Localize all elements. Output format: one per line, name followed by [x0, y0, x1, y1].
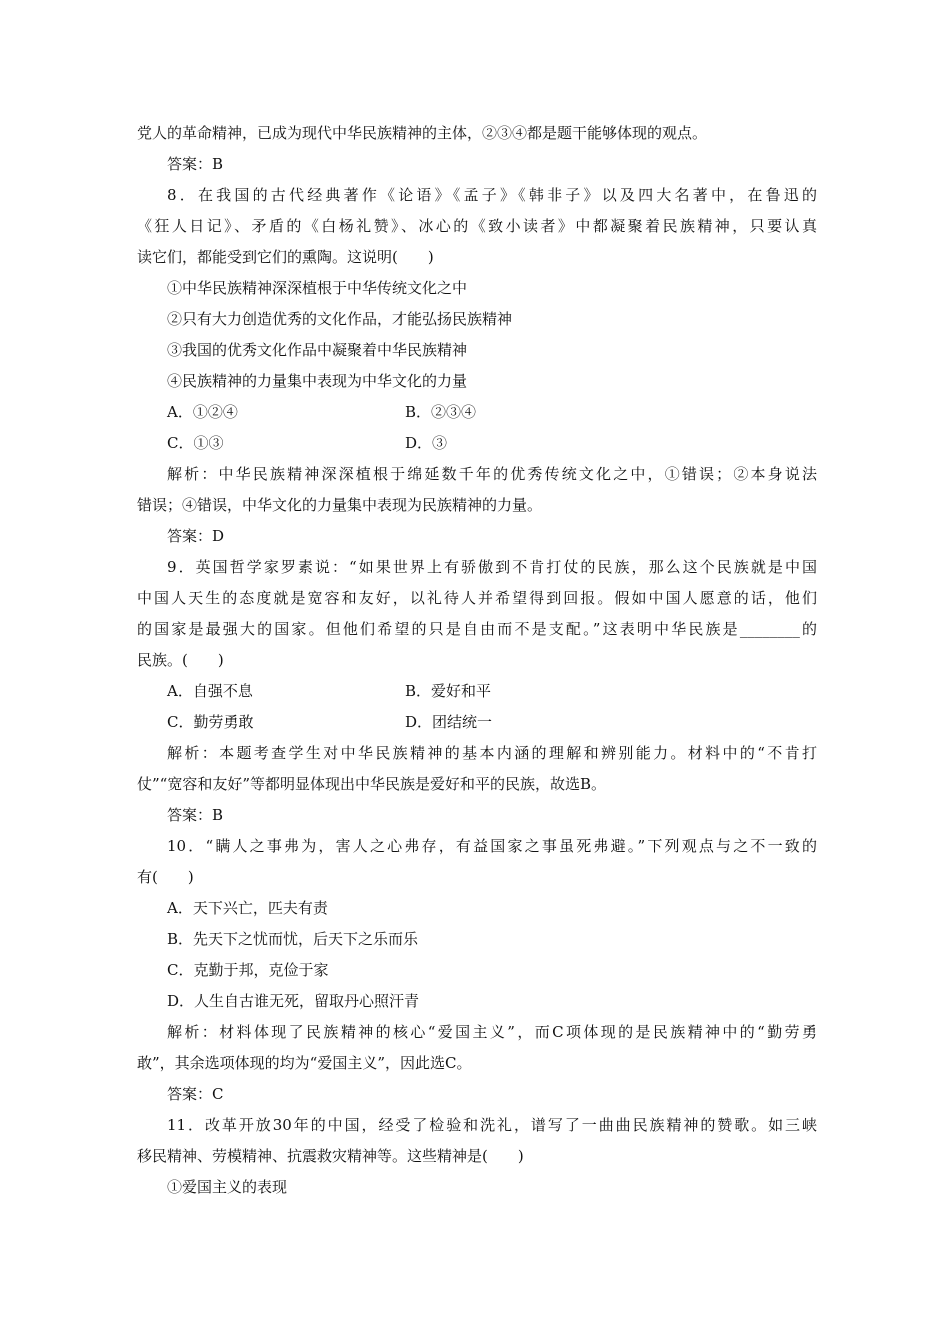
text-line: 答案：D: [167, 527, 225, 545]
option-right: B．②③④: [405, 403, 477, 421]
text-line: 《狂人日记》、矛盾的《白杨礼赞》、冰心的《致小读者》中都凝聚着民族精神，只要认真: [137, 217, 817, 235]
options-row: [137, 707, 817, 738]
option-left: A．自强不息: [167, 682, 253, 700]
text-line: 敢”，其余选项体现的均为“爱国主义”，因此选C。: [137, 1054, 472, 1072]
text-line: C．克勤于邦，克俭于家: [167, 961, 329, 979]
text-line: 11．改革开放30年的中国，经受了检验和洗礼，谱写了一曲曲民族精神的赞歌。如三峡: [167, 1116, 817, 1134]
option-left: C．①③: [167, 434, 224, 452]
text-line: 答案：B: [167, 806, 224, 824]
text-line: 8．在我国的古代经典著作《论语》《孟子》《韩非子》以及四大名著中，在鲁迅的: [167, 186, 817, 204]
text-line: 民族。( ): [137, 651, 224, 669]
option-right: D．③: [405, 434, 448, 452]
text-line: 有( ): [137, 868, 194, 886]
text-line: 解析：中华民族精神深深植根于绵延数千年的优秀传统文化之中，①错误；②本身说法: [167, 465, 817, 483]
text-line: ①爱国主义的表现: [167, 1178, 288, 1196]
options-row: [137, 676, 817, 707]
options-row: [137, 397, 817, 428]
text-line: ④民族精神的力量集中表现为中华文化的力量: [167, 372, 468, 390]
option-left: A．①②④: [167, 403, 238, 421]
text-line: ③我国的优秀文化作品中凝聚着中华民族精神: [167, 341, 468, 359]
options-row: [137, 428, 817, 459]
text-line: 10．“瞒人之事弗为，害人之心弗存，有益国家之事虽死弗避。”下列观点与之不一致的: [167, 837, 817, 855]
option-right: D．团结统一: [405, 713, 493, 731]
option-left: C．勤劳勇敢: [167, 713, 254, 731]
text-line: B．先天下之忧而忧，后天下之乐而乐: [167, 930, 419, 948]
text-line: 答案：B: [167, 155, 224, 173]
text-line: 答案：C: [167, 1085, 224, 1103]
text-line: ①中华民族精神深深植根于中华传统文化之中: [167, 279, 468, 297]
text-line: 的国家是最强大的国家。但他们希望的只是自由而不是支配。”这表明中华民族是________的: [137, 620, 817, 638]
text-line: 中国人天生的态度就是宽容和友好，以礼待人并希望得到回报。假如中国人愿意的话，他们: [137, 589, 817, 607]
text-line: D．人生自古谁无死，留取丹心照汗青: [167, 992, 420, 1010]
text-line: 读它们，都能受到它们的熏陶。这说明( ): [137, 248, 434, 266]
text-line: ②只有大力创造优秀的文化作品，才能弘扬民族精神: [167, 310, 513, 328]
text-line: 移民精神、劳模精神、抗震救灾精神等。这些精神是( ): [137, 1147, 524, 1165]
text-line: 解析：材料体现了民族精神的核心“爱国主义”，而C项体现的是民族精神中的“勤劳勇: [167, 1023, 817, 1041]
text-line: 仗”“宽容和友好”等都明显体现出中华民族是爱好和平的民族，故选B。: [137, 775, 607, 793]
text-line: A．天下兴亡，匹夫有责: [167, 899, 328, 917]
text-line: 错误；④错误，中华文化的力量集中表现为民族精神的力量。: [137, 496, 543, 514]
option-right: B．爱好和平: [405, 682, 492, 700]
document-page: [137, 118, 817, 1203]
text-line: 解析：本题考查学生对中华民族精神的基本内涵的理解和辨别能力。材料中的“不肯打: [167, 744, 817, 762]
text-line: 党人的革命精神，已成为现代中华民族精神的主体，②③④都是题干能够体现的观点。: [137, 124, 708, 142]
text-line: 9．英国哲学家罗素说：“如果世界上有骄傲到不肯打仗的民族，那么这个民族就是中国: [167, 558, 817, 576]
